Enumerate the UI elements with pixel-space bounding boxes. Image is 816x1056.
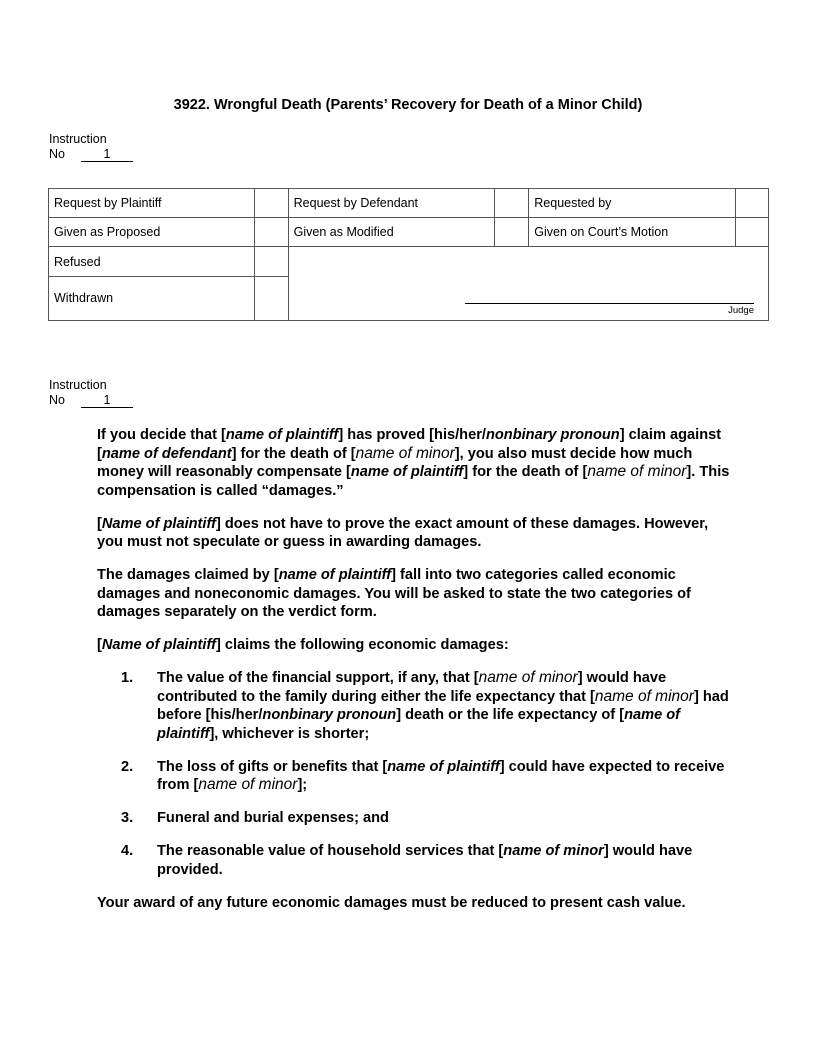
requested-by-box[interactable] [736,189,769,218]
text-run: [ [97,515,102,532]
request-by-defendant-box[interactable] [495,189,529,218]
given-on-courts-motion-label: Given on Court’s Motion [529,218,736,247]
placeholder-text: Name of plaintiff [101,515,216,532]
instruction-number: 1 [81,394,133,408]
text-run: ] could have expected to receive from [ [157,758,725,793]
request-by-plaintiff-box[interactable] [254,189,288,218]
paragraph-present-value: Your award of any future economic damages must be reduced to present cash value. [97,894,686,911]
placeholder-text: name of plaintiff [350,464,464,480]
text-run: Funeral and burial expenses; and [157,810,389,826]
list-number: 2. [121,758,134,775]
table-row [49,189,769,218]
judge-signature-line[interactable] [465,303,754,304]
instruction-block-top [49,132,133,162]
withdrawn-box[interactable] [254,276,288,320]
text-run: ] has proved [his/her/ [338,427,486,443]
withdrawn-label: Withdrawn [49,276,255,320]
table-row [49,218,769,247]
list-item [97,758,737,795]
placeholder-text: name of plaintiff [278,567,392,583]
instruction-number: 1 [81,148,133,162]
placeholder-text: name of plaintiff [157,707,681,742]
text-run: ] claims the following economic damages: [215,637,509,653]
text-run: ], whichever is shorter; [209,725,370,742]
paragraph-categories [97,566,737,622]
judge-signature-area [288,247,768,321]
instruction-label: Instruction [49,378,107,392]
request-by-plaintiff-label: Request by Plaintiff [49,189,255,218]
economic-damages-list [97,669,737,879]
placeholder-text: name of minor [503,843,604,859]
placeholder-text: name of minor [587,463,687,480]
requested-by-label: Requested by [529,189,736,218]
refused-box[interactable] [254,247,288,276]
placeholder-text: name of minor [478,669,578,686]
placeholder-text: nonbinary pronoun [485,427,620,443]
text-run: ] would have contributed to the family during either the life expectancy that [ [157,670,667,705]
given-as-proposed-box[interactable] [254,218,288,247]
request-by-defendant-label: Request by Defendant [288,189,495,218]
given-as-modified-label: Given as Modified [288,218,495,247]
placeholder-text: nonbinary pronoun [262,707,397,723]
instruction-number-row [49,147,133,162]
refused-label: Refused [49,247,255,276]
placeholder-text: name of minor [594,687,694,705]
given-as-modified-box[interactable] [495,218,529,247]
text-run: ] fall into two categories called economic damages and noneconomic damages. You will be asked to state the two categories of damages separately on the verdict form. [97,567,691,620]
list-number: 3. [121,810,134,826]
list-number: 4. [121,843,134,859]
given-as-proposed-label: Given as Proposed [49,218,255,247]
text-run: The reasonable value of household services that [ [157,843,504,859]
text-run: ] would have provided. [157,843,693,878]
text-run: If you decide that [ [97,427,226,443]
instruction-block-bottom [49,378,133,408]
text-run: The loss of gifts or benefits that [ [157,758,388,775]
placeholder-text: name of defendant [101,445,232,462]
text-run: ] does not have to prove the exact amount of these damages. However, you must not speculate or guess in awarding damages. [97,515,709,550]
paragraph-decide [97,426,737,500]
no-label: No [49,146,65,161]
instruction-body [97,426,737,927]
text-run: ] death or the life expectancy of [ [396,707,625,723]
judge-label: Judge [728,305,754,316]
text-run: [ [97,637,102,653]
text-run: ] claim against [ [97,427,722,462]
table-row [49,247,769,276]
text-run: ]; [297,777,308,793]
text-run: ] for the death of [ [231,445,356,462]
paragraph-claims [97,636,737,655]
instruction-number-row [49,393,133,408]
placeholder-text: name of minor [198,776,298,793]
document-title: 3922. Wrongful Death (Parents’ Recovery for Death of a Minor Child) [173,97,643,113]
placeholder-text: Name of plaintiff [101,637,216,653]
text-run: ] for the death of [ [463,464,588,480]
text-run: ], you also must decide how much money will reasonably compensate [ [97,445,693,480]
text-run: ] had before [his/her/ [157,688,729,723]
no-label: No [49,392,65,407]
text-run: The damages claimed by [ [97,567,279,583]
text-run: ]. This compensation is called “damages.” [97,464,730,499]
instruction-request-table [48,188,769,321]
instruction-label: Instruction [49,132,107,146]
text-run: The value of the financial support, if any, that [ [157,670,479,686]
list-number: 1. [121,670,134,686]
placeholder-text: name of minor [355,444,455,462]
list-item [97,842,737,879]
placeholder-text: name of plaintiff [225,427,339,443]
placeholder-text: name of plaintiff [387,758,500,775]
given-on-courts-motion-box[interactable] [736,218,769,247]
paragraph-exact-amount [97,515,737,552]
list-item [97,669,737,743]
list-item [97,809,737,828]
